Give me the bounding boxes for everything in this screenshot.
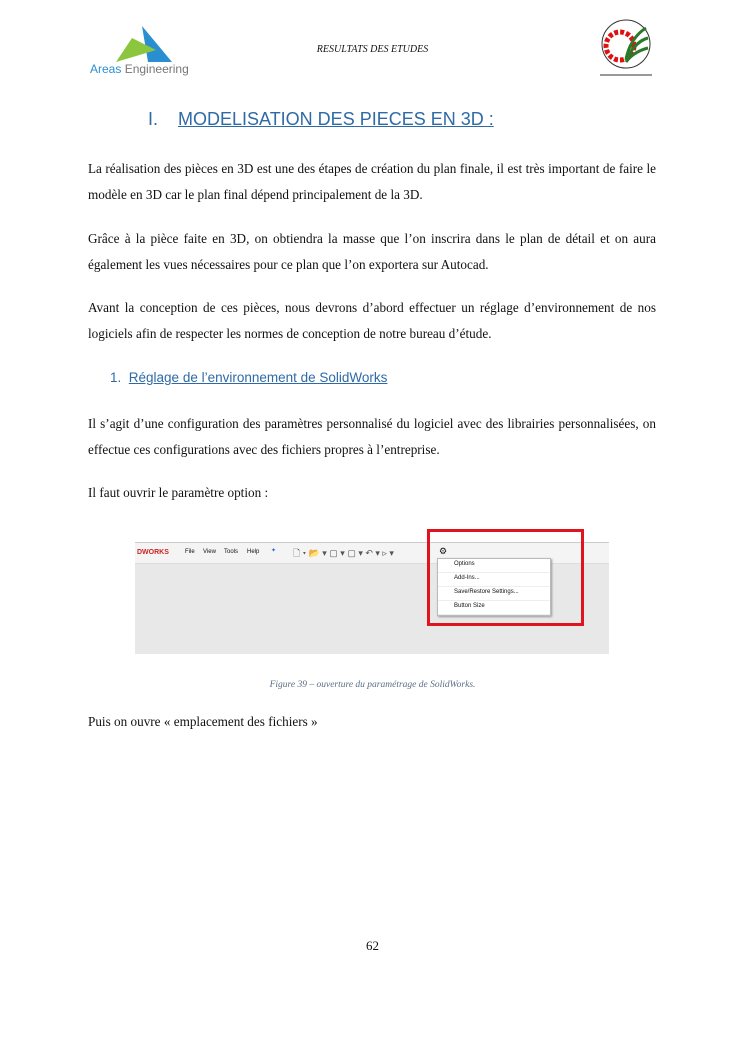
menu-tools[interactable]: Tools — [224, 549, 239, 555]
highlight-box — [427, 529, 584, 626]
menu-file[interactable]: File — [185, 549, 195, 555]
menu-item-button-size[interactable]: Button Size — [438, 601, 550, 615]
paragraph: Il s’agit d’une configuration des paramètres personnalisé du logiciel avec des librairies personnalisées, on effectue ces configurations avec des fichiers propres à l’entreprise. — [88, 416, 656, 457]
toolbar-icons[interactable]: 🗋 ▾ 📂 ▾ ▢ ▾ ▢ ▾ ↶ ▾ ▹ ▾ — [293, 548, 394, 558]
menu-view[interactable]: View — [203, 549, 216, 555]
paragraph: La réalisation des pièces en 3D est une des étapes de création du plan finale, il est très important de faire le modèle en 3D car le plan final dépend principalement de la 3D. — [88, 161, 656, 202]
paragraph: Grâce à la pièce faite en 3D, on obtiendra la masse que l’on inscrira dans le plan de détail et on aura également les vues nécessaires pour ce plan que l’on exportera sur Autocad. — [88, 231, 656, 272]
figure-caption: Figure 39 – ouverture du paramétrage de SolidWorks. — [269, 680, 476, 690]
menu-item-save-restore[interactable]: Save/Restore Settings... — [438, 587, 550, 601]
section-number: I. — [148, 109, 159, 129]
running-header: RESULTATS DES ETUDES — [316, 44, 429, 55]
brand-label: DWORKS — [137, 549, 169, 556]
subsection-heading: 1. Réglage de l’environnement de SolidWorks — [110, 370, 388, 385]
pin-icon[interactable]: ✦ — [271, 548, 277, 554]
logo-left-text: Areas Engineering — [90, 62, 189, 76]
paragraph: Il faut ouvrir le paramètre option : — [88, 485, 269, 500]
menu-item-addins[interactable]: Add-Ins... — [438, 573, 550, 587]
menu-item-options[interactable]: Options — [438, 559, 550, 573]
institute-seal-logo — [596, 16, 656, 80]
gear-icon[interactable]: ⚙ — [439, 546, 448, 556]
section-title: MODELISATION DES PIECES EN 3D : — [178, 109, 494, 129]
menu-help[interactable]: Help — [247, 549, 260, 555]
paragraph: Puis on ouvre « emplacement des fichiers » — [88, 714, 318, 729]
page-number: 62 — [366, 938, 379, 953]
paragraph: Avant la conception de ces pièces, nous devrons d’abord effectuer un réglage d’environnement de nos logiciels afin de respecter les normes de conception de notre bureau d’étude. — [88, 300, 656, 341]
